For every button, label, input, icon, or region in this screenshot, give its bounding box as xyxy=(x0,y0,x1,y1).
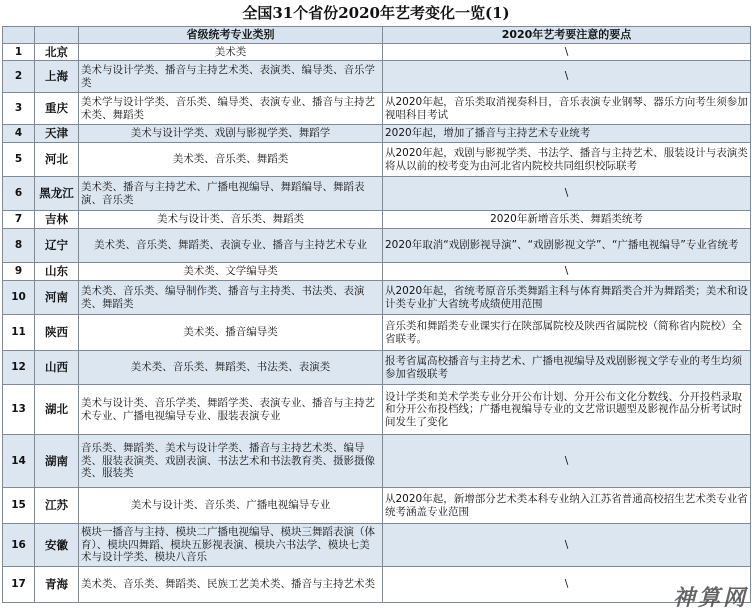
row-notes: \ xyxy=(383,567,751,603)
table-row xyxy=(3,229,751,263)
row-categories: 美术学与设计学类、音乐类、编导类、表演专业、播音与主持艺术类、舞蹈类 xyxy=(79,93,383,125)
table-row xyxy=(3,143,751,177)
row-notes: \ xyxy=(383,44,751,61)
row-categories: 美术类、音乐类、舞蹈类、书法类、表演类 xyxy=(79,351,383,385)
row-categories: 美术类、文学编导类 xyxy=(79,263,383,281)
row-index: 12 xyxy=(3,351,35,385)
table-row xyxy=(3,488,751,524)
row-notes: 音乐类和舞蹈类专业课实行在陕部属院校及陕西省属院校（简称省内院校）全省联考。 xyxy=(383,315,751,351)
table-row xyxy=(3,211,751,229)
row-categories: 美术与设计学类、戏剧与影视学类、舞蹈学 xyxy=(79,125,383,143)
table-row xyxy=(3,351,751,385)
row-index: 16 xyxy=(3,524,35,567)
row-index: 8 xyxy=(3,229,35,263)
table-row xyxy=(3,435,751,488)
header-categories: 省级统考专业类别 xyxy=(79,27,383,44)
row-province: 吉林 xyxy=(35,211,79,229)
row-notes: 2020年新增音乐类、舞蹈类统考 xyxy=(383,211,751,229)
row-index: 14 xyxy=(3,435,35,488)
row-index: 9 xyxy=(3,263,35,281)
row-index: 1 xyxy=(3,44,35,61)
table-row xyxy=(3,281,751,315)
table-row xyxy=(3,125,751,143)
row-notes: \ xyxy=(383,177,751,211)
table-row xyxy=(3,93,751,125)
row-notes: \ xyxy=(383,435,751,488)
row-index: 4 xyxy=(3,125,35,143)
row-province: 辽宁 xyxy=(35,229,79,263)
row-index: 13 xyxy=(3,385,35,435)
row-index: 15 xyxy=(3,488,35,524)
row-notes: 设计学类和美术学类专业分开公布计划、分开公布文化分数线、分开投档录取和分开公布投档线；广播电视编导专业的文艺常识题型及影视作品分析考试时间发生了变化 xyxy=(383,385,751,435)
row-index: 2 xyxy=(3,61,35,93)
row-notes: 2020年取消“戏剧影视导演”、“戏剧影视文学”、“广播电视编导”专业省统考 xyxy=(383,229,751,263)
row-province: 安徽 xyxy=(35,524,79,567)
row-notes: 从2020年起，戏剧与影视学类、书法学、播音与主持艺术、服装设计与表演类将从以前的校考变为由河北省内院校共同组织校际联考 xyxy=(383,143,751,177)
watermark-logo: 神算网 xyxy=(672,585,748,611)
page-title: 全国31个省份2020年艺考变化一览(1) xyxy=(242,4,510,22)
row-categories: 美术与设计类、音乐类、舞蹈类 xyxy=(79,211,383,229)
row-index: 11 xyxy=(3,315,35,351)
table-row xyxy=(3,567,751,603)
row-index: 17 xyxy=(3,567,35,603)
row-index: 5 xyxy=(3,143,35,177)
header-notes: 2020年艺考要注意的要点 xyxy=(383,27,751,44)
row-categories: 美术类、音乐类、编导制作类、播音与主持类、书法类、表演类、舞蹈类 xyxy=(79,281,383,315)
row-province: 湖南 xyxy=(35,435,79,488)
table-row xyxy=(3,385,751,435)
row-notes: 2020年起，增加了播音与主持艺术专业统考 xyxy=(383,125,751,143)
table-row xyxy=(3,263,751,281)
row-categories: 美术类、音乐类、舞蹈类、表演专业、播音与主持艺术专业 xyxy=(79,229,383,263)
row-categories: 美术类 xyxy=(79,44,383,61)
row-categories: 美术与设计学类、播音与主持艺术类、表演类、编导类、音乐学类 xyxy=(79,61,383,93)
row-province: 河北 xyxy=(35,143,79,177)
row-notes: \ xyxy=(383,524,751,567)
row-categories: 音乐类、舞蹈类、美术与设计学类、播音与主持艺术类、编导类、服装表演类、戏剧表演、书法艺术和书法教育类、摄影摄像类、服装类 xyxy=(79,435,383,488)
row-notes: \ xyxy=(383,263,751,281)
row-categories: 美术类、音乐类、舞蹈类、民族工艺美术类、播音与主持艺术类 xyxy=(79,567,383,603)
row-categories: 美术类、播音与主持艺术、广播电视编导、舞蹈编导、舞蹈表演、音乐类 xyxy=(79,177,383,211)
table-row xyxy=(3,315,751,351)
row-categories: 模块一播音与主持、模块二广播电视编导、模块三舞蹈表演（体育）、模块四舞蹈、模块五影视表演、模块六书法学、模块七美术与设计学类、模块八音乐 xyxy=(79,524,383,567)
table-row xyxy=(3,524,751,567)
header-index xyxy=(3,27,35,44)
row-notes: 报考省属高校播音与主持艺术、广播电视编导及戏剧影视文学专业的考生均须参加省级联考 xyxy=(383,351,751,385)
row-index: 10 xyxy=(3,281,35,315)
table-row xyxy=(3,44,751,61)
row-index: 3 xyxy=(3,93,35,125)
row-province: 江苏 xyxy=(35,488,79,524)
row-notes: 从2020年起，音乐类取消视奏科目，音乐表演专业钢琴、器乐方向考生须参加视唱科目考试 xyxy=(383,93,751,125)
row-categories: 美术与设计类、音乐类、广播电视编导专业 xyxy=(79,488,383,524)
row-categories: 美术类、音乐类、舞蹈类 xyxy=(79,143,383,177)
row-categories: 美术类、播音编导类 xyxy=(79,315,383,351)
row-province: 黑龙江 xyxy=(35,177,79,211)
row-province: 山东 xyxy=(35,263,79,281)
row-categories: 美术与设计类、音乐学类、舞蹈学类、表演专业、播音与主持艺术专业、广播电视编导专业、服装表演专业 xyxy=(79,385,383,435)
row-notes: 从2020年起，省统考原音乐类舞蹈主科与体育舞蹈类合并为舞蹈类；美术和设计类专业扩大省统考成绩使用范围 xyxy=(383,281,751,315)
row-province: 天津 xyxy=(35,125,79,143)
row-province: 湖北 xyxy=(35,385,79,435)
art-exam-table xyxy=(2,26,751,603)
table-row xyxy=(3,61,751,93)
table-row xyxy=(3,177,751,211)
table-header-row xyxy=(3,27,751,44)
row-province: 上海 xyxy=(35,61,79,93)
header-province xyxy=(35,27,79,44)
row-index: 7 xyxy=(3,211,35,229)
row-notes: \ xyxy=(383,61,751,93)
row-notes: 从2020年起，新增部分艺术类本科专业纳入江苏省普通高校招生艺术类专业省统考涵盖专业范围 xyxy=(383,488,751,524)
row-province: 重庆 xyxy=(35,93,79,125)
row-province: 河南 xyxy=(35,281,79,315)
row-province: 青海 xyxy=(35,567,79,603)
row-province: 北京 xyxy=(35,44,79,61)
row-province: 陕西 xyxy=(35,315,79,351)
row-province: 山西 xyxy=(35,351,79,385)
row-index: 6 xyxy=(3,177,35,211)
